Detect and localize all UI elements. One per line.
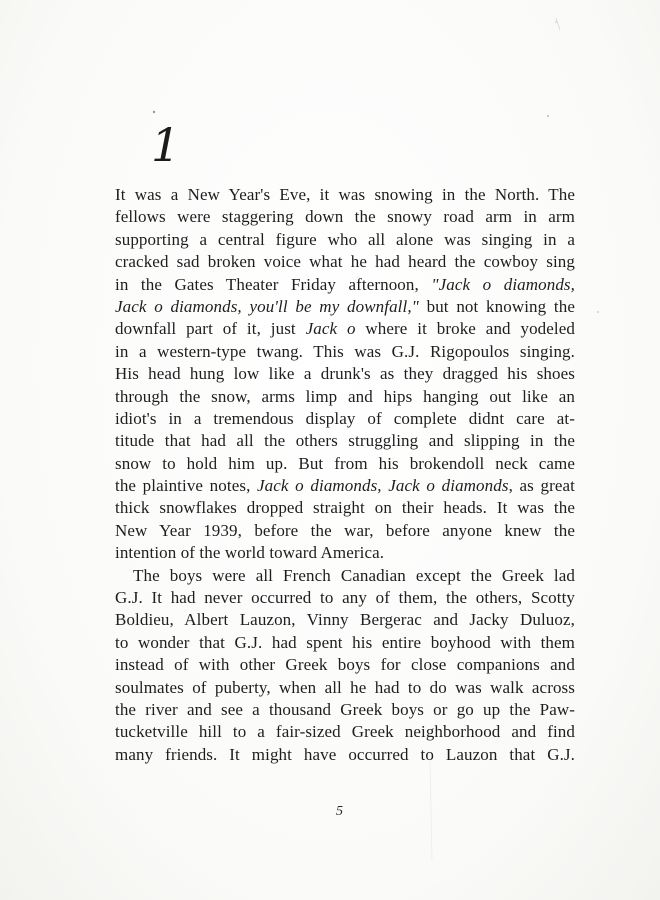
text-run: but not knowing the	[418, 296, 575, 316]
text-line: idiot's in a tremendous display of complete didnt care at-	[115, 408, 575, 428]
text-run: where it broke and yodeled	[355, 319, 575, 339]
text-line	[115, 296, 575, 318]
text-run: in the Gates Theater Friday afternoon,	[115, 274, 432, 294]
text-run: , as great	[508, 476, 575, 496]
text-line: titude that had all the others struggling and slipping in the	[115, 431, 575, 451]
text-line: intention of the world toward America.	[115, 543, 385, 563]
text-line: fellows were staggering down the snowy road arm in arm	[115, 207, 575, 227]
text-line: Boldieu, Albert Lauzon, Vinny Bergerac and Jacky Duluoz,	[115, 610, 575, 630]
text-line	[115, 475, 575, 497]
text-line: New Year 1939, before the war, before anyone knew the	[115, 520, 575, 540]
text-line: through the snow, arms limp and hips hanging out like an	[115, 386, 575, 406]
song-lyric: Jack o	[305, 319, 356, 339]
song-lyric: Jack o diamonds, you'll be my downfall,"	[115, 296, 419, 316]
text-line: soulmates of puberty, when all he had to do was walk across	[115, 677, 575, 697]
text-line: instead of with other Greek boys for close companions and	[115, 655, 575, 675]
text-line: His head hung low like a drunk's as they dragged his shoes	[115, 364, 575, 384]
body-text	[115, 184, 575, 766]
text-line: to wonder that G.J. had spent his entire boyhood with them	[115, 632, 575, 652]
text-line	[115, 274, 575, 296]
text-line: cracked sad broken voice what he had heard the cowboy sing	[115, 252, 575, 272]
chapter-number: 1	[151, 118, 181, 172]
text-run: the plaintive notes,	[115, 476, 258, 496]
song-lyric: "Jack o diamonds,	[431, 274, 575, 294]
text-line: tucketville hill to a fair-sized Greek neighborhood and find	[115, 722, 575, 742]
text-line: in a western-type twang. This was G.J. Rigopoulos singing.	[115, 341, 575, 361]
text-line: It was a New Year's Eve, it was snowing in the North. The	[115, 185, 575, 204]
text-line: supporting a central figure who all alone was singing in a	[115, 229, 575, 249]
text-run: downfall part of it, just	[115, 319, 306, 339]
text-line	[115, 318, 575, 340]
text-line: G.J. It had never occurred to any of them, the others, Scotty	[115, 588, 575, 608]
text-line: snow to hold him up. But from his brokendoll neck came	[115, 453, 575, 473]
text-line: many friends. It might have occurred to Lauzon that G.J.	[115, 744, 575, 764]
text-line: thick snowflakes dropped straight on their heads. It was the	[115, 498, 575, 518]
song-lyric: Jack o diamonds, Jack o diamonds	[257, 476, 509, 496]
text-line: the river and see a thousand Greek boys or go up the Paw-	[115, 699, 575, 719]
page-number: 5	[336, 804, 343, 819]
text-line: The boys were all French Canadian except the Greek lad	[133, 565, 575, 585]
